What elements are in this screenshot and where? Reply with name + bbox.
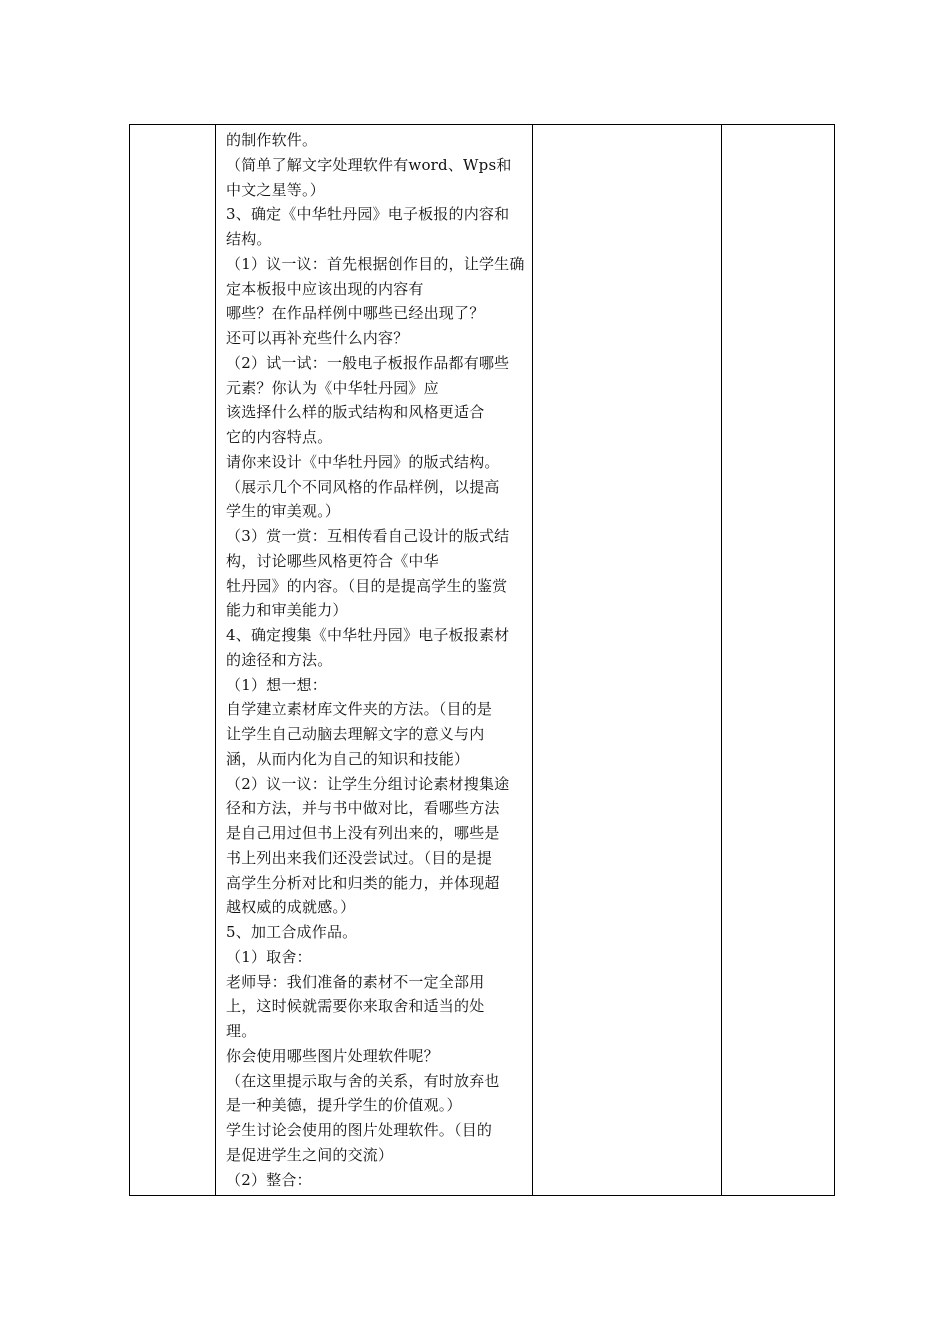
content-line: 结构。 [226, 230, 272, 248]
content-line: 牡丹园》的内容。（目的是提高学生的鉴赏 [226, 576, 508, 595]
content-line: （展示几个不同风格的作品样例，以提高 [226, 477, 500, 496]
content-line: 上，这时候就需要你来取舍和适当的处 [226, 997, 485, 1016]
content-line: 中文之星等。） [226, 180, 325, 199]
content-line: 构，讨论哪些风格更符合《中华 [226, 551, 439, 570]
content-line: （2）试一试：一般电子板报作品都有哪些 [226, 353, 510, 372]
content-line: 是促进学生之间的交流） [226, 1145, 394, 1164]
content-line: 理。 [226, 1022, 257, 1040]
content-line: 自学建立素材库文件夹的方法。（目的是 [226, 700, 493, 719]
content-line: 的制作软件。 [226, 131, 318, 149]
table-column-3 [533, 125, 722, 1195]
content-line: 径和方法，并与书中做对比，看哪些方法 [226, 799, 500, 818]
content-line: 涵，从而内化为自己的知识和技能） [226, 749, 470, 768]
content-line: 哪些？在作品样例中哪些已经出现了？ [226, 304, 485, 323]
content-line: 该选择什么样的版式结构和风格更适合 [226, 403, 485, 422]
content-line: （1）想一想： [226, 675, 327, 694]
content-line: （1）取舍： [226, 947, 312, 966]
content-line: 它的内容特点。 [226, 428, 333, 446]
table-column-4 [722, 125, 834, 1195]
content-line: （2）议一议：让学生分组讨论素材搜集途 [226, 774, 510, 793]
content-line: 学生讨论会使用的图片处理软件。（目的 [226, 1121, 493, 1139]
lesson-plan-table [129, 124, 835, 1196]
teaching-content-column [216, 125, 533, 1195]
content-line: 5、加工合成作品。 [226, 923, 358, 941]
content-line: （3）赏一赏：互相传看自己设计的版式结 [226, 527, 510, 545]
content-line: 定本板报中应该出现的内容有 [226, 279, 424, 298]
content-line: （1）议一议：首先根据创作目的，让学生确 [226, 254, 525, 273]
content-line: （2）整合： [226, 1170, 312, 1189]
content-line: 元素？你认为《中华牡丹园》应 [226, 378, 439, 397]
content-line: 能力和审美能力） [226, 601, 348, 620]
content-line: 的途径和方法。 [226, 650, 333, 669]
content-line: 学生的审美观。） [226, 502, 341, 521]
content-line: 越权威的成就感。） [226, 898, 356, 917]
content-line: （简单了解文字处理软件有word、Wps和 [226, 155, 512, 174]
content-line: 是自己用过但书上没有列出来的，哪些是 [226, 824, 500, 842]
content-line: （在这里提示取与舍的关系，有时放弃也 [226, 1071, 500, 1090]
content-line: 书上列出来我们还没尝试过。（目的是提 [226, 848, 493, 867]
content-line: 让学生自己动脑去理解文字的意义与内 [226, 725, 485, 743]
content-line: 3、确定《中华牡丹园》电子板报的内容和 [226, 205, 510, 224]
content-line: 是一种美德，提升学生的价值观。） [226, 1096, 462, 1115]
table-column-1 [130, 125, 216, 1195]
content-line: 老师导：我们准备的素材不一定全部用 [226, 972, 485, 991]
content-line: 高学生分析对比和归类的能力，并体现超 [226, 873, 500, 892]
content-line: 还可以再补充些什么内容？ [226, 329, 409, 347]
content-line: 4、确定搜集《中华牡丹园》电子板报素材 [226, 626, 510, 644]
content-line: 请你来设计《中华牡丹园》的版式结构。 [226, 452, 500, 471]
content-line: 你会使用哪些图片处理软件呢？ [226, 1046, 439, 1065]
